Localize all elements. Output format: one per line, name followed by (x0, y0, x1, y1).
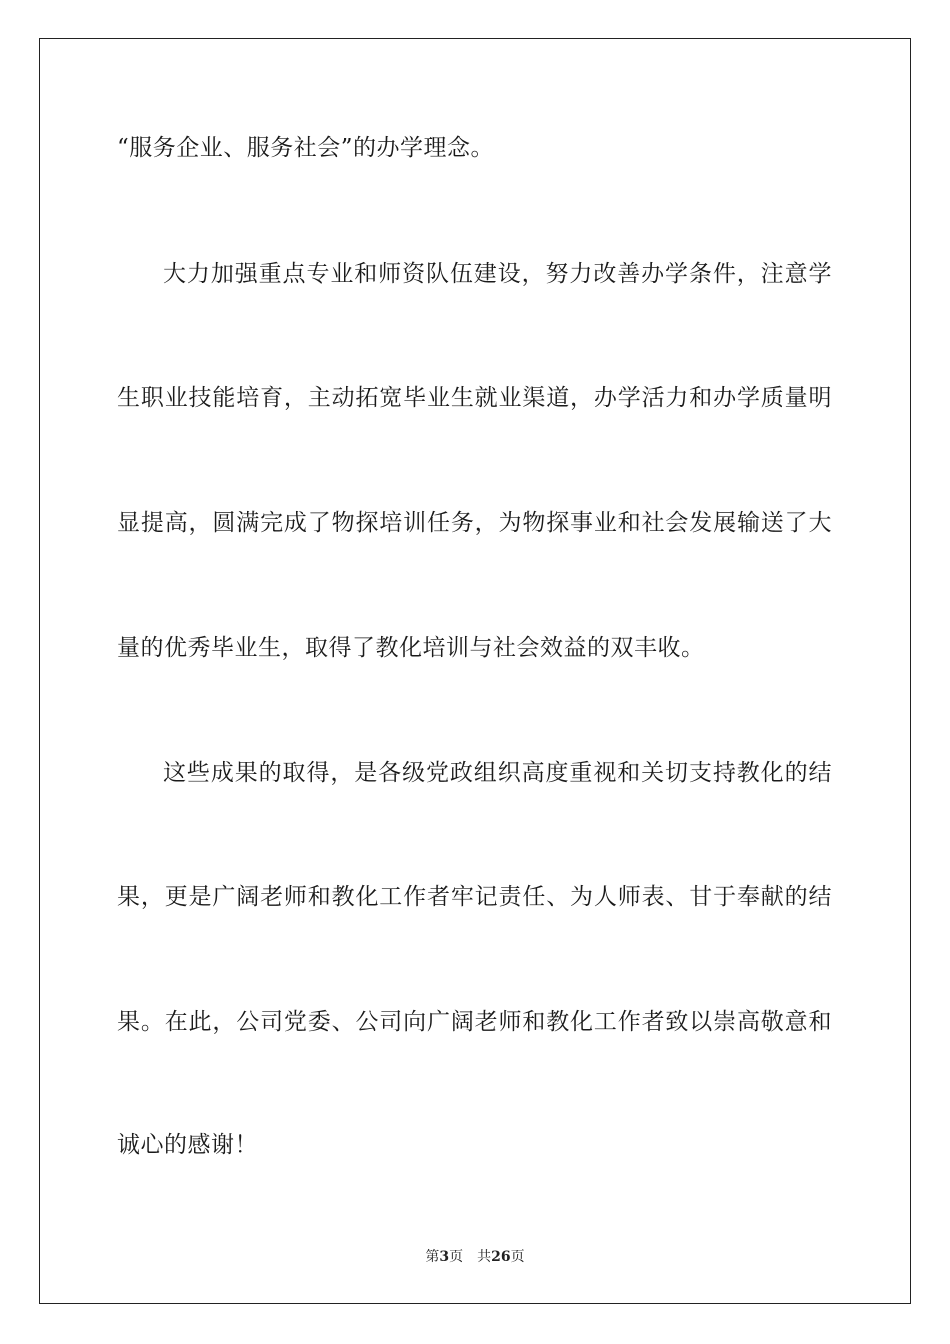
page-number: 3 (439, 1249, 450, 1265)
total-suffix: 页 (510, 1249, 525, 1265)
page-prefix: 第 (425, 1249, 440, 1265)
paragraph-line: 量的优秀毕业生，取得了教化培训与社会效益的双丰收。 (117, 635, 705, 661)
paragraph-line: 大力加强重点专业和师资队伍建设，努力改善办学条件，注意学 (163, 261, 832, 287)
paragraph-line: 果。在此，公司党委、公司向广阔老师和教化工作者致以崇高敬意和 (117, 1009, 832, 1035)
paragraph-line: 果，更是广阔老师和教化工作者牢记责任、为人师表、甘于奉献的结 (117, 884, 832, 910)
page-border (39, 38, 911, 1304)
total-prefix: 共 (477, 1249, 492, 1265)
paragraph-line: 生职业技能培育，主动拓宽毕业生就业渠道，办学活力和办学质量明 (117, 385, 832, 411)
page-footer (0, 1248, 950, 1266)
paragraph-line: 诚心的感谢！ (117, 1132, 258, 1158)
paragraph-line: 显提高，圆满完成了物探培训任务，为物探事业和社会发展输送了大 (117, 510, 832, 536)
paragraph-line: 这些成果的取得，是各级党政组织高度重视和关切支持教化的结 (163, 760, 832, 786)
paragraph-line: “服务企业、服务社会”的办学理念。 (117, 135, 495, 161)
total-pages: 26 (491, 1249, 511, 1265)
page-suffix: 页 (449, 1249, 464, 1265)
